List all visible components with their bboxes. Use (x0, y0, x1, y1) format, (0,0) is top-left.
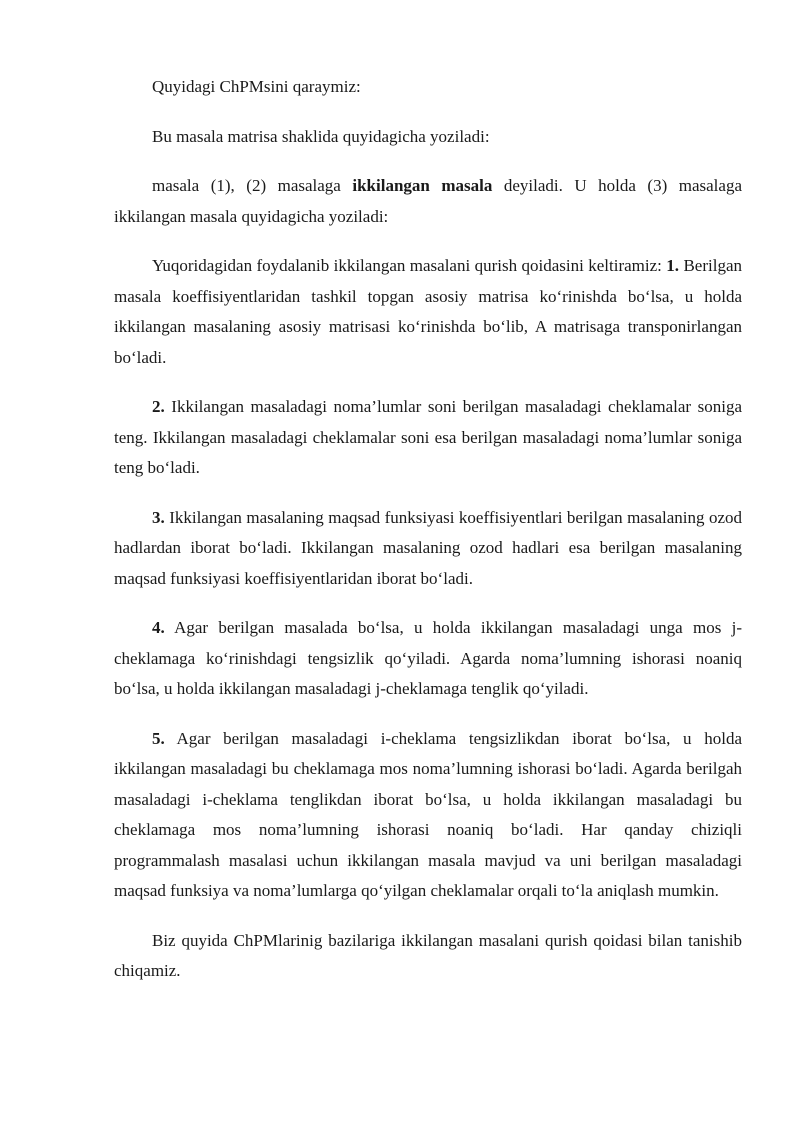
paragraph-rule-5 (114, 724, 742, 907)
paragraph-text: Berilgan masala koeffisiyentlaridan tashkil topgan asosiy matrisa ko‘rinishda bo‘lsa, u holda ikkilangan masalaning asosiy matrisasi ko‘rinishda bo‘lib, A matrisaga transponirlangan bo‘ladi. (114, 256, 742, 367)
paragraph-text: Agar berilgan masaladagi i-cheklama tengsizlikdan iborat bo‘lsa, u holda ikkilangan masaladagi bu cheklamaga mos noma’lumning ishorasi bo‘ladi. Agarda berilgah masaladagi i-cheklama tenglikdan iborat bo‘lsa, u holda ikkilangan masaladagi bu cheklamaga mos noma’lumning ishorasi noaniq bo‘ladi. Har qanday chiziqli programmalash masalasi uchun ikkilangan masala mavjud va uni berilgan masaladagi maqsad funksiya va noma’lumlarga qo‘yilgan cheklamalar orqali to‘la aniqlash mumkin. (114, 728, 742, 900)
rule-number: 2. (152, 397, 165, 416)
bold-term: ikkilangan masala (352, 176, 493, 195)
rule-number: 4. (152, 618, 165, 637)
paragraph-text: Yuqoridagidan foydalanib ikkilangan masalani qurish qoidasini keltiramiz: (152, 256, 667, 275)
paragraph-closing (114, 926, 742, 987)
paragraph-rule-4 (114, 613, 742, 705)
paragraph-rule-2 (114, 392, 742, 484)
paragraph-text: Quyidagi ChPMsini qaraymiz: (152, 77, 361, 96)
rule-number: 1. (666, 256, 680, 275)
paragraph-dual-definition (114, 171, 742, 232)
paragraph-text: Agar berilgan masalada bo‘lsa, u holda ikkilangan masaladagi unga mos j-cheklamaga ko‘rinishdagi tengsizlik qo‘yiladi. Agarda noma’lumning ishorasi noaniq bo‘lsa, u holda ikkilangan masaladagi j-cheklamaga tenglik qo‘yiladi. (114, 618, 742, 698)
document-page (114, 72, 742, 1006)
paragraph-rule-3 (114, 503, 742, 595)
paragraph-intro (114, 72, 742, 103)
paragraph-text: Ikkilangan masaladagi noma’lumlar soni berilgan masaladagi cheklamalar soniga teng. Ikkilangan masaladagi cheklamalar soni esa berilgan masaladagi noma’lumlar soniga teng bo‘ladi. (114, 397, 742, 477)
rule-number: 5. (152, 728, 165, 748)
rule-number: 3. (152, 507, 165, 527)
paragraph-text: Ikkilangan masalaning maqsad funksiyasi koeffisiyentlari berilgan masalaning ozod hadlardan iborat bo‘ladi. Ikkilangan masalaning ozod hadlari esa berilgan masalaning maqsad funksiyasi koeffisiyentlaridan iborat bo‘ladi. (114, 507, 742, 588)
paragraph-text: Biz quyida ChPMlarinig bazilariga ikkilangan masalani qurish qoidasi bilan tanishib chiqamiz. (114, 930, 742, 980)
paragraph-matrix-form (114, 122, 742, 153)
paragraph-text: Bu masala matrisa shaklida quyidagicha yoziladi: (152, 126, 490, 146)
paragraph-text: deyiladi. U holda (3) masalaga ikkilangan masala quyidagicha yoziladi: (114, 176, 742, 226)
paragraph-text: masala (1), (2) masalaga (152, 176, 353, 195)
paragraph-rule-1 (114, 251, 742, 373)
